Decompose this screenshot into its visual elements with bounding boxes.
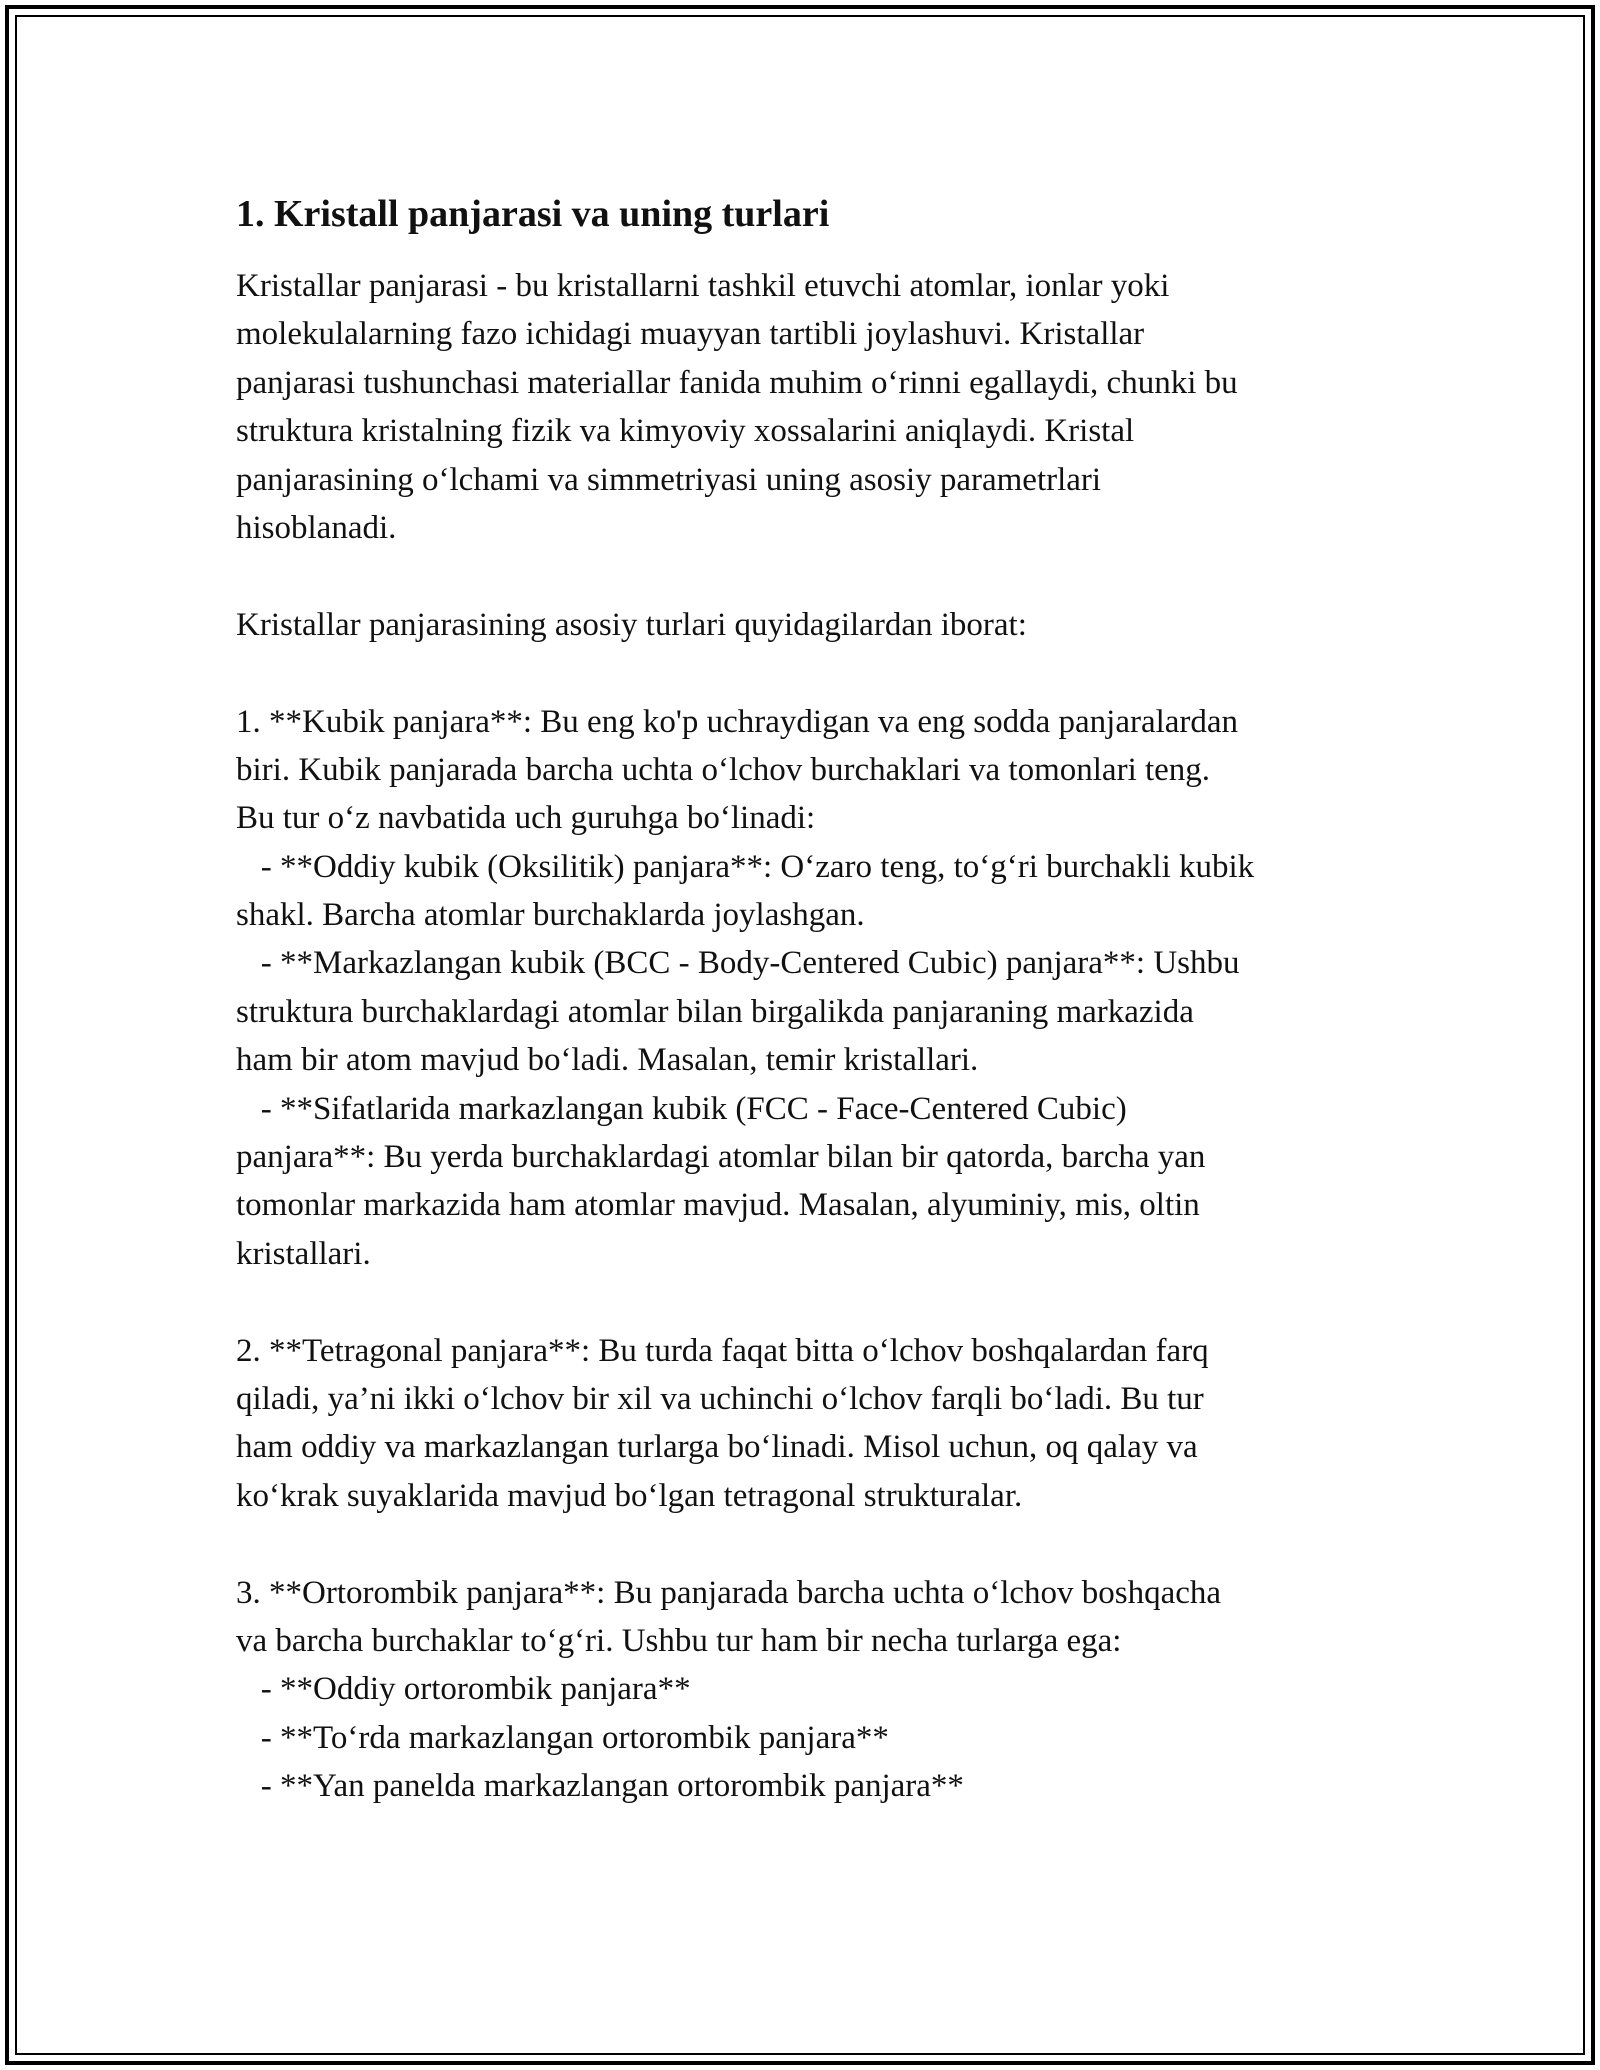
text-line: ham oddiy va markazlangan turlarga bo‘linadi. Misol uchun, oq qalay va xyxy=(236,1429,1198,1466)
document-text xyxy=(236,262,1386,1811)
section-heading: 1. Kristall panjarasi va uning turlari xyxy=(236,193,830,235)
text-line: tomonlar markazida ham atomlar mavjud. Masalan, alyuminiy, mis, oltin xyxy=(236,1187,1200,1224)
blank-line xyxy=(236,1520,1386,1568)
text-line: kristallari. xyxy=(236,1235,371,1272)
text-line: 1. **Kubik panjara**: Bu eng ko'p uchraydigan va eng sodda panjaralardan xyxy=(236,703,1239,740)
text-line: struktura burchaklardagi atomlar bilan birgalikda panjaraning markazida xyxy=(236,993,1194,1030)
text-line: qiladi, ya’ni ikki o‘lchov bir xil va uchinchi o‘lchov farqli bo‘ladi. Bu tur xyxy=(236,1380,1204,1417)
text-line: - **To‘rda markazlangan ortorombik panjara** xyxy=(236,1719,889,1756)
text-line: Kristallar panjarasi - bu kristallarni tashkil etuvchi atomlar, ionlar yoki xyxy=(236,268,1170,304)
text-line: panjarasining o‘lchami va simmetriyasi uning asosiy parametrlari xyxy=(236,461,1102,498)
text-line: - **Sifatlarida markazlangan kubik (FCC - Face-Centered Cubic) xyxy=(236,1090,1127,1127)
text-line: ko‘krak suyaklarida mavjud bo‘lgan tetragonal strukturalar. xyxy=(236,1477,1023,1514)
text-line: struktura kristalning fizik va kimyoviy xossalarini aniqlaydi. Kristal xyxy=(236,413,1135,450)
text-line: 3. **Ortorombik panjara**: Bu panjarada barcha uchta o‘lchov boshqacha xyxy=(236,1574,1222,1611)
text-line: hisoblanadi. xyxy=(236,509,397,546)
text-line: biri. Kubik panjarada barcha uchta o‘lchov burchaklari va tomonlari teng. xyxy=(236,751,1211,788)
text-line: shakl. Barcha atomlar burchaklarda joylashgan. xyxy=(236,897,865,934)
text-line: Bu tur o‘z navbatida uch guruhga bo‘linadi: xyxy=(236,800,816,837)
text-line: va barcha burchaklar to‘g‘ri. Ushbu tur ham bir necha turlarga ega: xyxy=(236,1622,1122,1659)
text-line: ham bir atom mavjud bo‘ladi. Masalan, temir kristallari. xyxy=(236,1042,979,1079)
text-line: - **Oddiy kubik (Oksilitik) panjara**: O‘zaro teng, to‘g‘ri burchakli kubik xyxy=(236,848,1255,885)
blank-line xyxy=(236,649,1386,697)
text-line: molekulalarning fazo ichidagi muayyan tartibli joylashuvi. Kristallar xyxy=(236,316,1145,353)
text-line: - **Yan panelda markazlangan ortorombik panjara** xyxy=(236,1768,964,1805)
text-line: panjarasi tushunchasi materiallar fanida muhim o‘rinni egallaydi, chunki bu xyxy=(236,364,1238,401)
blank-line xyxy=(236,552,1386,600)
document-body xyxy=(236,188,1386,1811)
text-line: panjara**: Bu yerda burchaklardagi atomlar bilan bir qatorda, barcha yan xyxy=(236,1139,1206,1176)
text-line: - **Oddiy ortorombik panjara** xyxy=(236,1671,691,1708)
blank-line xyxy=(236,1278,1386,1326)
text-line: Kristallar panjarasining asosiy turlari quyidagilardan iborat: xyxy=(236,606,1027,643)
text-line: - **Markazlangan kubik (BCC - Body-Centered Cubic) panjara**: Ushbu xyxy=(236,945,1240,982)
text-line: 2. **Tetragonal panjara**: Bu turda faqat bitta o‘lchov boshqalardan farq xyxy=(236,1332,1209,1369)
